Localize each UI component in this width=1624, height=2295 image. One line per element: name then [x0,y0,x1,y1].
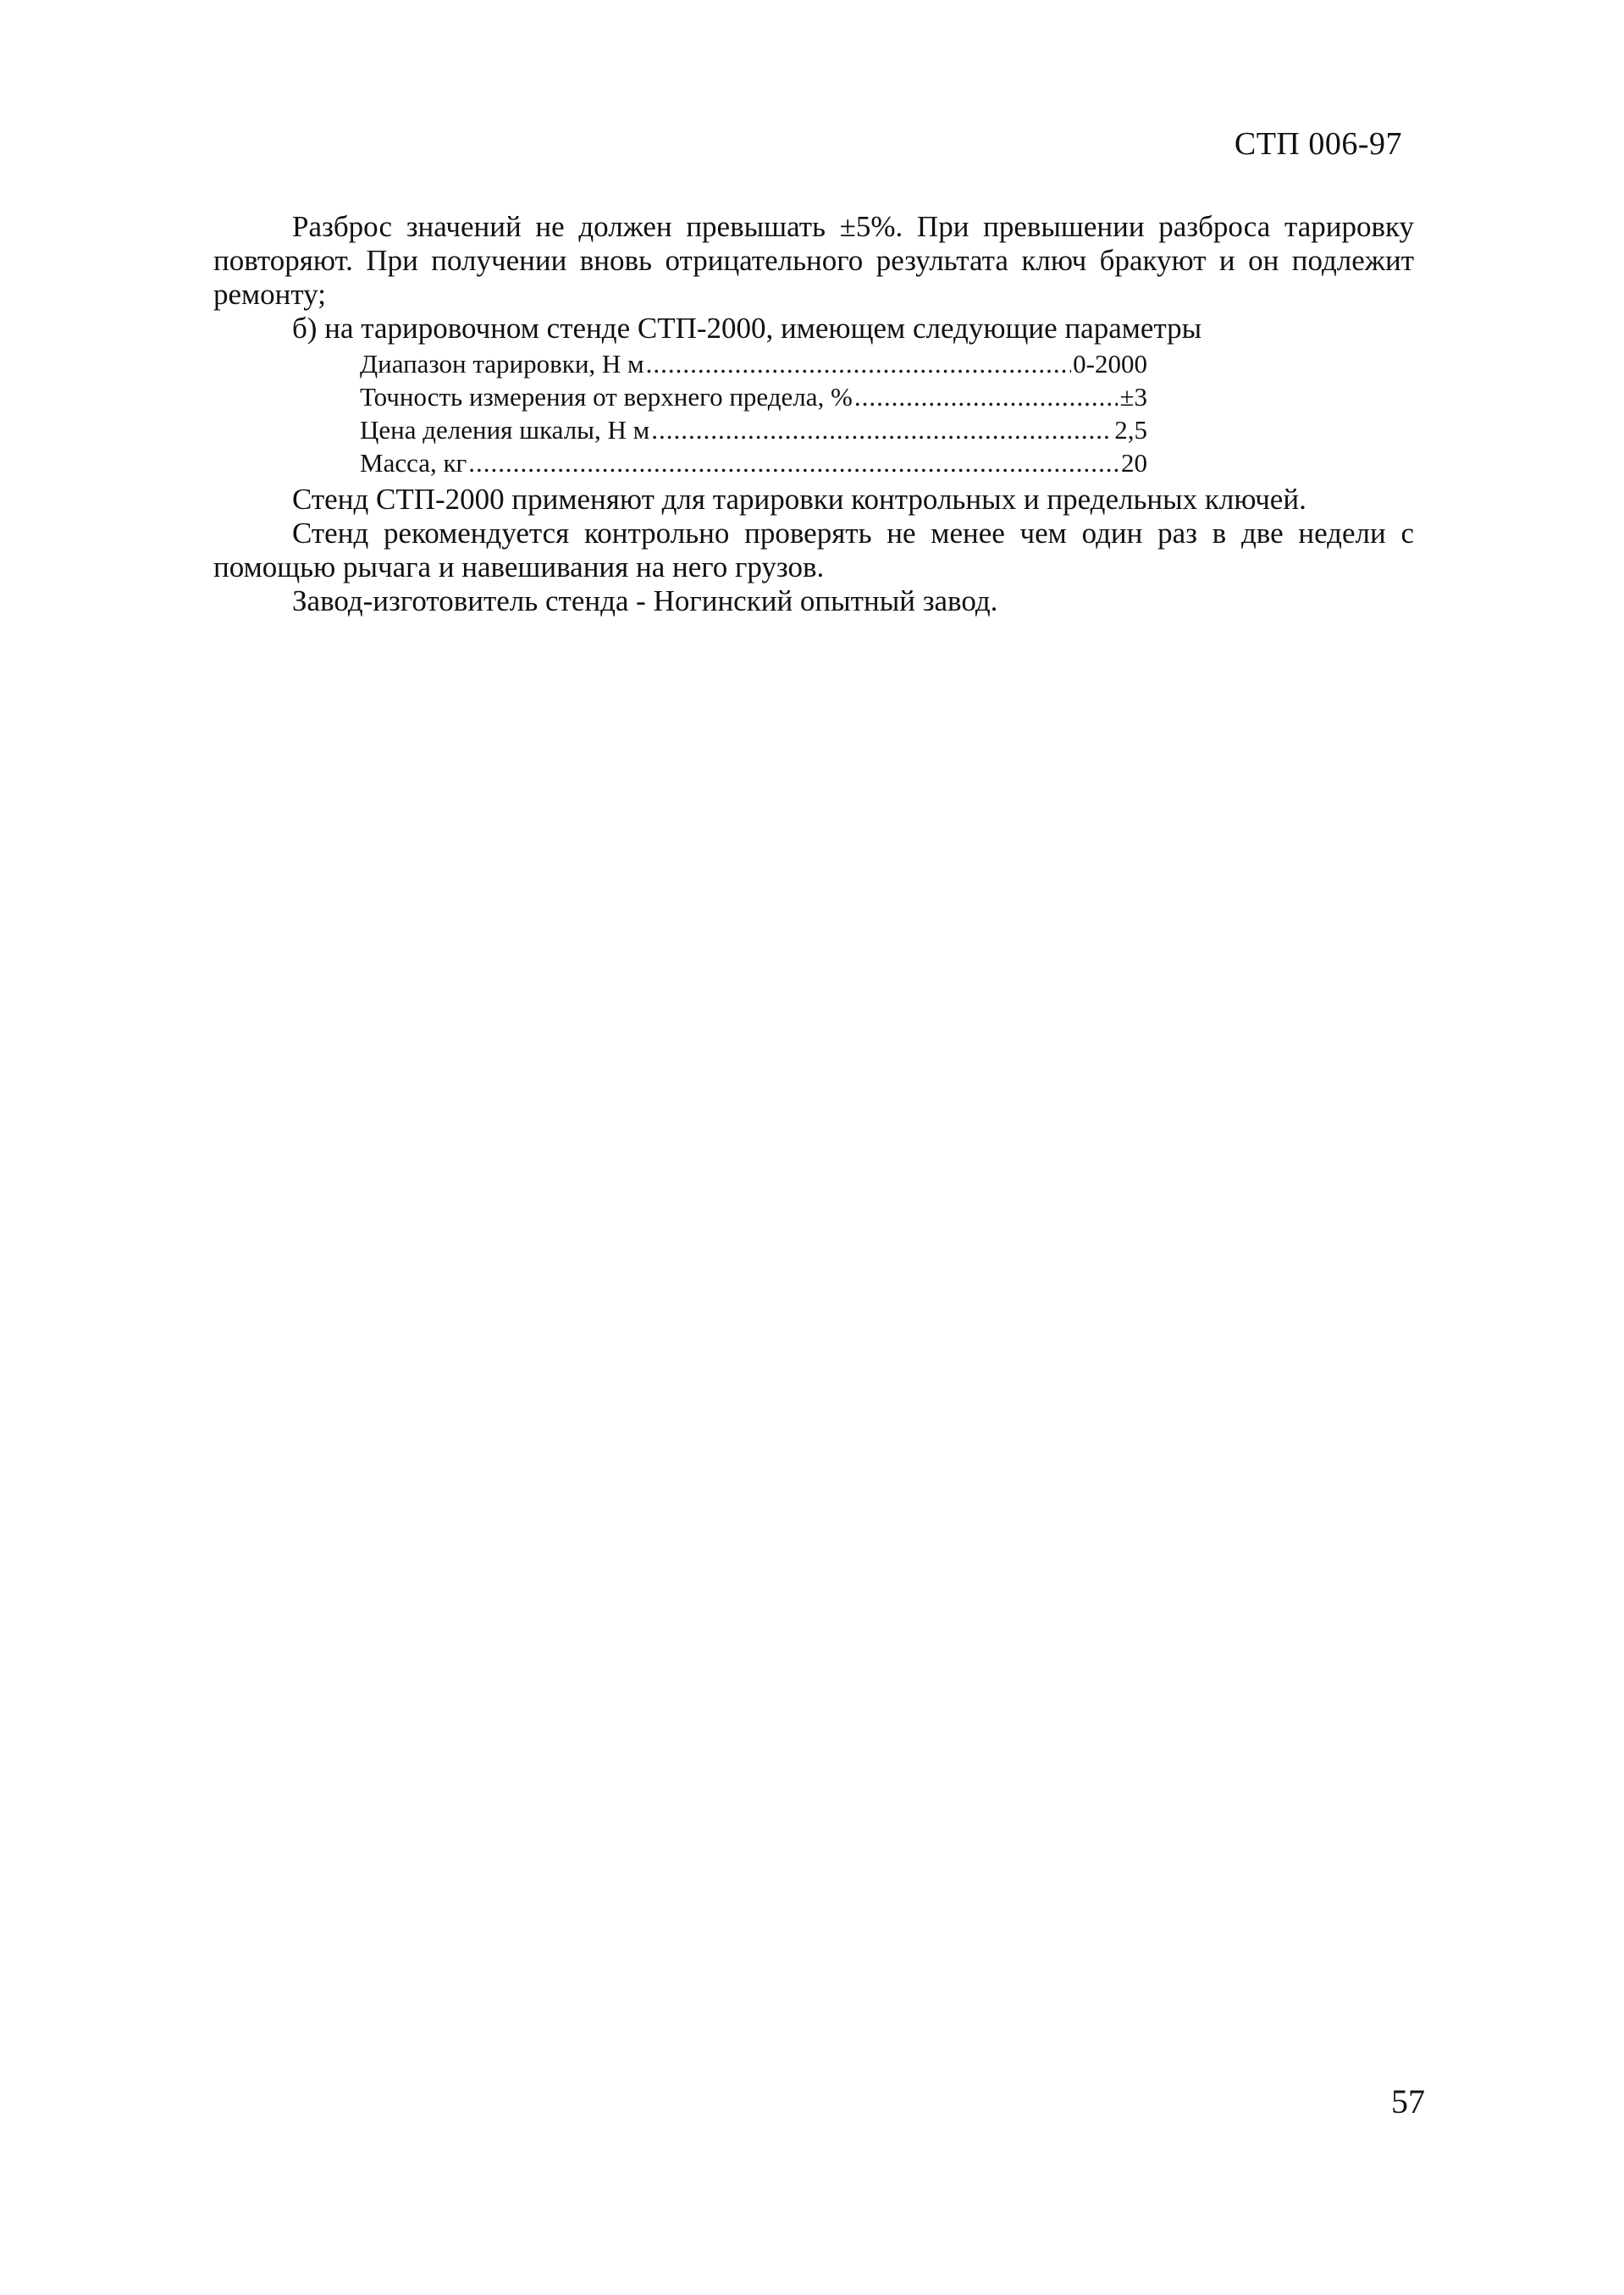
dot-leader [646,347,1072,380]
dot-leader [651,413,1113,446]
parameter-label: Масса, кг [360,448,467,478]
parameter-value: 20 [1121,448,1147,478]
paragraph-stand-intro: б) на тарировочном стенде СТП-2000, имеющем следующие параметры [292,312,1202,345]
parameter-label: Точность измерения от верхнего предела, % [360,382,853,412]
paragraph-manufacturer: Завод-изготовитель стенда - Ногинский опытный завод. [292,584,998,617]
parameter-row [360,413,1147,446]
parameter-label: Диапазон тарировки, Н м [360,349,644,379]
paragraph-stand-check: Стенд рекомендуется контрольно проверять не менее чем один раз в две недели с помощью рычага и навешивания на него грузов. [213,517,1414,583]
document-code: СТП 006-97 [1234,126,1402,162]
parameter-value: 0-2000 [1073,349,1147,379]
paragraph-deviation: Разброс значений не должен превышать ±5%. При превышении разброса тарировку повторяют. При получении вновь отрицательного результата ключ бракуют и он подлежит ремонту; [213,210,1414,311]
parameter-value: 2,5 [1114,415,1147,445]
parameter-row [360,380,1147,413]
dot-leader [854,380,1119,413]
parameter-row [360,446,1147,479]
parameter-value: ±3 [1119,382,1147,412]
body-text [213,210,1414,618]
paragraph-stand-usage: Стенд СТП-2000 применяют для тарировки контрольных и предельных ключей. [292,483,1306,516]
parameters-list [213,347,1414,479]
dot-leader [468,446,1119,479]
page-number: 57 [1391,2082,1425,2121]
parameter-row [360,347,1147,380]
parameter-label: Цена деления шкалы, Н м [360,415,650,445]
